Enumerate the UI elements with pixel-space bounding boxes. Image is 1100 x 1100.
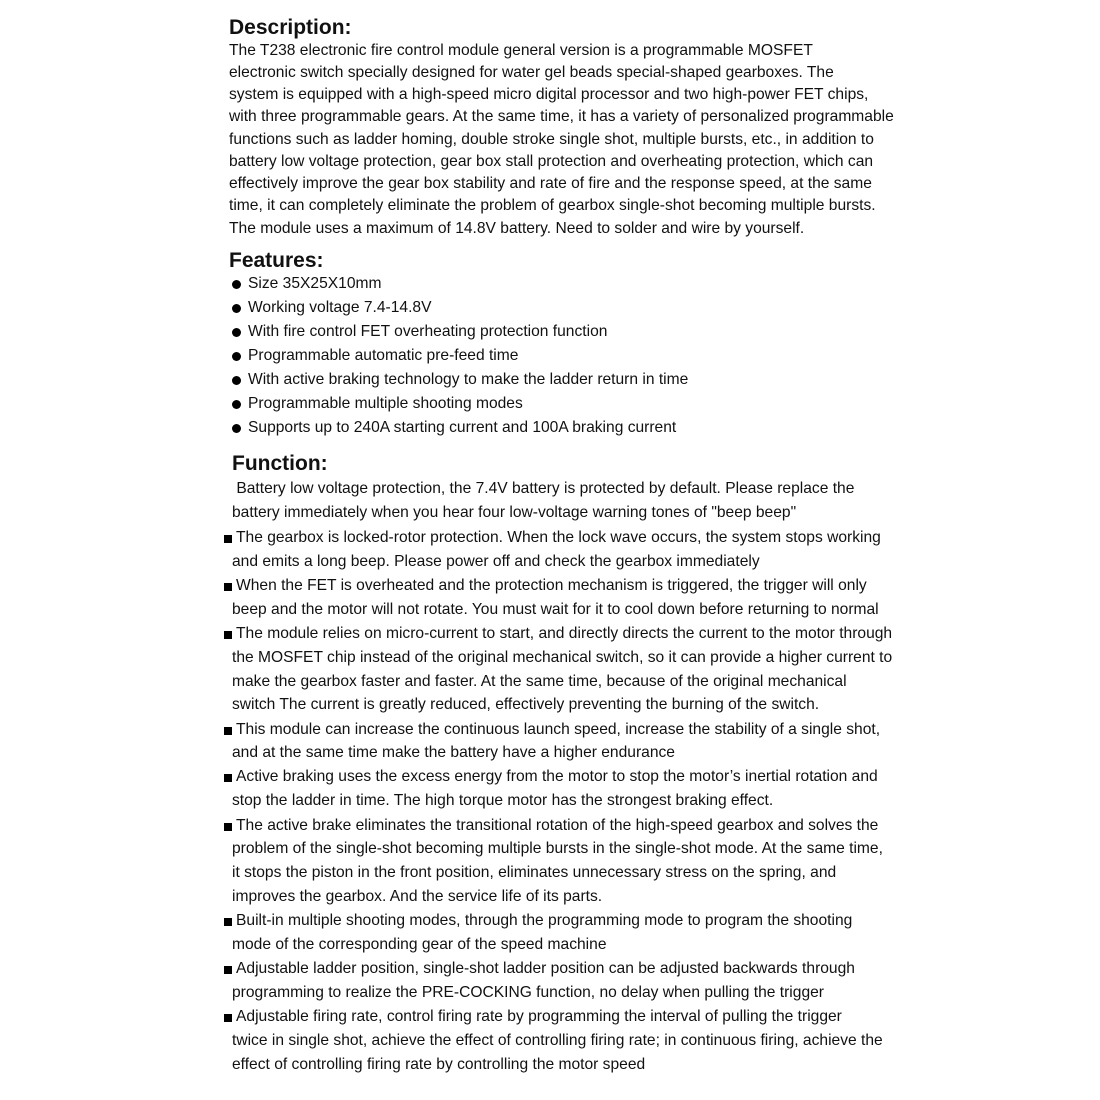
bullet-square-icon <box>224 631 232 639</box>
description-line: functions such as ladder homing, double stroke single shot, multiple bursts, etc., in addition to <box>229 131 874 148</box>
bullet-square-icon <box>224 966 232 974</box>
function-intro-line: battery immediately when you hear four low-voltage warning tones of "beep beep" <box>232 504 797 521</box>
bullet-dot-icon <box>232 304 241 313</box>
function-item-line: programming to realize the PRE-COCKING function, no delay when pulling the trigger <box>232 984 824 1001</box>
features-heading: Features: <box>229 249 324 272</box>
feature-item: Size 35X25X10mm <box>248 275 382 292</box>
bullet-square-icon <box>224 774 232 782</box>
function-item-line: problem of the single-shot becoming multiple bursts in the single-shot mode. At the same time, <box>232 840 883 857</box>
function-item-line: This module can increase the continuous launch speed, increase the stability of a single shot, <box>236 721 881 738</box>
bullet-dot-icon <box>232 424 241 433</box>
function-item-line: twice in single shot, achieve the effect of controlling firing rate; in continuous firing, achieve the <box>232 1032 883 1049</box>
description-heading: Description: <box>229 16 352 39</box>
feature-item: Working voltage 7.4-14.8V <box>248 299 432 316</box>
description-line: The T238 electronic fire control module general version is a programmable MOSFET <box>229 42 813 59</box>
feature-item: Programmable multiple shooting modes <box>248 395 523 412</box>
function-item-line: The active brake eliminates the transitional rotation of the high-speed gearbox and solves the <box>236 817 879 834</box>
description-line: battery low voltage protection, gear box stall protection and overheating protection, which can <box>229 153 874 170</box>
function-item-line: it stops the piston in the front position, eliminates unnecessary stress on the spring, and <box>232 864 837 881</box>
feature-item: With active braking technology to make the ladder return in time <box>248 371 689 388</box>
function-item-line: improves the gearbox. And the service life of its parts. <box>232 888 603 905</box>
bullet-square-icon <box>224 918 232 926</box>
function-item-line: switch The current is greatly reduced, effectively preventing the burning of the switch. <box>232 696 820 713</box>
function-item-line: When the FET is overheated and the protection mechanism is triggered, the trigger will only <box>236 577 867 594</box>
bullet-square-icon <box>224 583 232 591</box>
description-line: system is equipped with a high-speed micro digital processor and two high-power FET chips, <box>229 86 869 103</box>
function-item-line: the MOSFET chip instead of the original mechanical switch, so it can provide a higher current to <box>232 649 893 666</box>
bullet-dot-icon <box>232 280 241 289</box>
function-item-line: Active braking uses the excess energy from the motor to stop the motor’s inertial rotation and <box>236 768 878 785</box>
function-item-line: Adjustable ladder position, single-shot ladder position can be adjusted backwards through <box>236 960 855 977</box>
feature-item: With fire control FET overheating protection function <box>248 323 608 340</box>
description-line: effectively improve the gear box stability and rate of fire and the response speed, at the same <box>229 175 872 192</box>
function-heading: Function: <box>232 452 328 475</box>
description-line: The module uses a maximum of 14.8V battery. Need to solder and wire by yourself. <box>229 220 805 237</box>
bullet-dot-icon <box>232 376 241 385</box>
bullet-dot-icon <box>232 400 241 409</box>
function-item-line: mode of the corresponding gear of the speed machine <box>232 936 607 953</box>
feature-item: Supports up to 240A starting current and 100A braking current <box>248 419 677 436</box>
feature-item: Programmable automatic pre-feed time <box>248 347 519 364</box>
function-item-line: The module relies on micro-current to start, and directly directs the current to the motor through <box>236 625 893 642</box>
bullet-square-icon <box>224 535 232 543</box>
bullet-square-icon <box>224 1014 232 1022</box>
function-item-line: beep and the motor will not rotate. You must wait for it to cool down before returning to normal <box>232 601 879 618</box>
description-line: electronic switch specially designed for water gel beads special-shaped gearboxes. The <box>229 64 834 81</box>
function-item-line: stop the ladder in time. The high torque motor has the strongest braking effect. <box>232 792 774 809</box>
function-item-line: effect of controlling firing rate by controlling the motor speed <box>232 1056 646 1073</box>
function-item-line: Adjustable firing rate, control firing rate by programming the interval of pulling the trigger <box>236 1008 842 1025</box>
function-item-line: The gearbox is locked-rotor protection. When the lock wave occurs, the system stops working <box>236 529 881 546</box>
description-line: with three programmable gears. At the same time, it has a variety of personalized programmable <box>229 108 894 125</box>
function-item-line: and emits a long beep. Please power off and check the gearbox immediately <box>232 553 760 570</box>
function-item-line: make the gearbox faster and faster. At the same time, because of the original mechanical <box>232 673 847 690</box>
description-line: time, it can completely eliminate the problem of gearbox single-shot becoming multiple bursts. <box>229 197 876 214</box>
function-intro-line: Battery low voltage protection, the 7.4V battery is protected by default. Please replace the <box>232 480 855 497</box>
bullet-dot-icon <box>232 328 241 337</box>
bullet-square-icon <box>224 823 232 831</box>
bullet-dot-icon <box>232 352 241 361</box>
bullet-square-icon <box>224 727 232 735</box>
function-item-line: Built-in multiple shooting modes, through the programming mode to program the shooting <box>236 912 853 929</box>
function-item-line: and at the same time make the battery have a higher endurance <box>232 744 675 761</box>
